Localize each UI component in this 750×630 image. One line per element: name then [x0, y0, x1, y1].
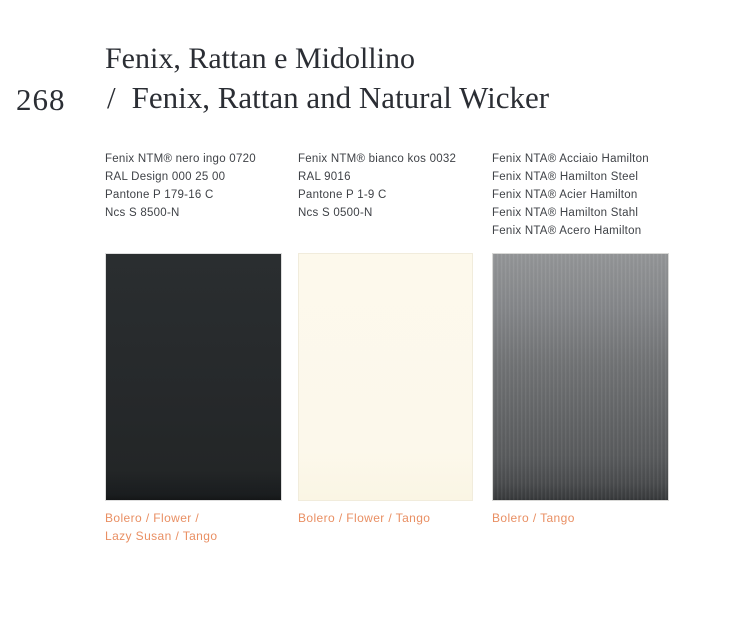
page-title-english-row	[107, 80, 549, 116]
spec-line: Fenix NTA® Hamilton Stahl	[492, 207, 639, 219]
product-names-line: Bolero / Flower / Tango	[298, 511, 431, 525]
spec-line: Fenix NTA® Acier Hamilton	[492, 189, 638, 201]
spec-line: Ncs S 8500-N	[105, 207, 180, 219]
spec-line: Fenix NTM® nero ingo 0720	[105, 153, 256, 165]
material-column-bianco	[298, 150, 473, 527]
swatch-steel-hamilton	[492, 253, 669, 501]
spec-line: Fenix NTA® Acero Hamilton	[492, 225, 642, 237]
spec-line: Fenix NTA® Acciaio Hamilton	[492, 153, 649, 165]
page-number: 268	[16, 82, 66, 117]
material-specs	[298, 150, 473, 253]
page-title-english: Fenix, Rattan and Natural Wicker	[131, 80, 550, 115]
product-names-line: Bolero / Tango	[492, 511, 575, 525]
spec-line: Pantone P 1-9 C	[298, 189, 387, 201]
spec-line: Fenix NTA® Hamilton Steel	[492, 171, 639, 183]
swatch-cream-fenix	[298, 253, 473, 501]
product-names-line: Lazy Susan / Tango	[105, 529, 218, 543]
swatch-black-fenix	[105, 253, 282, 501]
material-column-nero	[105, 150, 282, 545]
spec-line: Ncs S 0500-N	[298, 207, 373, 219]
spec-line: Fenix NTM® bianco kos 0032	[298, 153, 457, 165]
spec-line: Pantone P 179-16 C	[105, 189, 214, 201]
material-specs	[105, 150, 282, 253]
material-specs	[492, 150, 669, 253]
product-names-line: Bolero / Flower /	[105, 511, 200, 525]
product-names	[492, 509, 669, 527]
page-title-italian: Fenix, Rattan e Midollino	[105, 42, 415, 75]
page-header	[0, 0, 750, 140]
spec-line: RAL 9016	[298, 171, 351, 183]
product-names	[105, 509, 282, 545]
spec-line: RAL Design 000 25 00	[105, 171, 226, 183]
title-separator-slash: /	[107, 80, 116, 115]
product-names	[298, 509, 473, 527]
material-column-hamilton	[492, 150, 669, 527]
